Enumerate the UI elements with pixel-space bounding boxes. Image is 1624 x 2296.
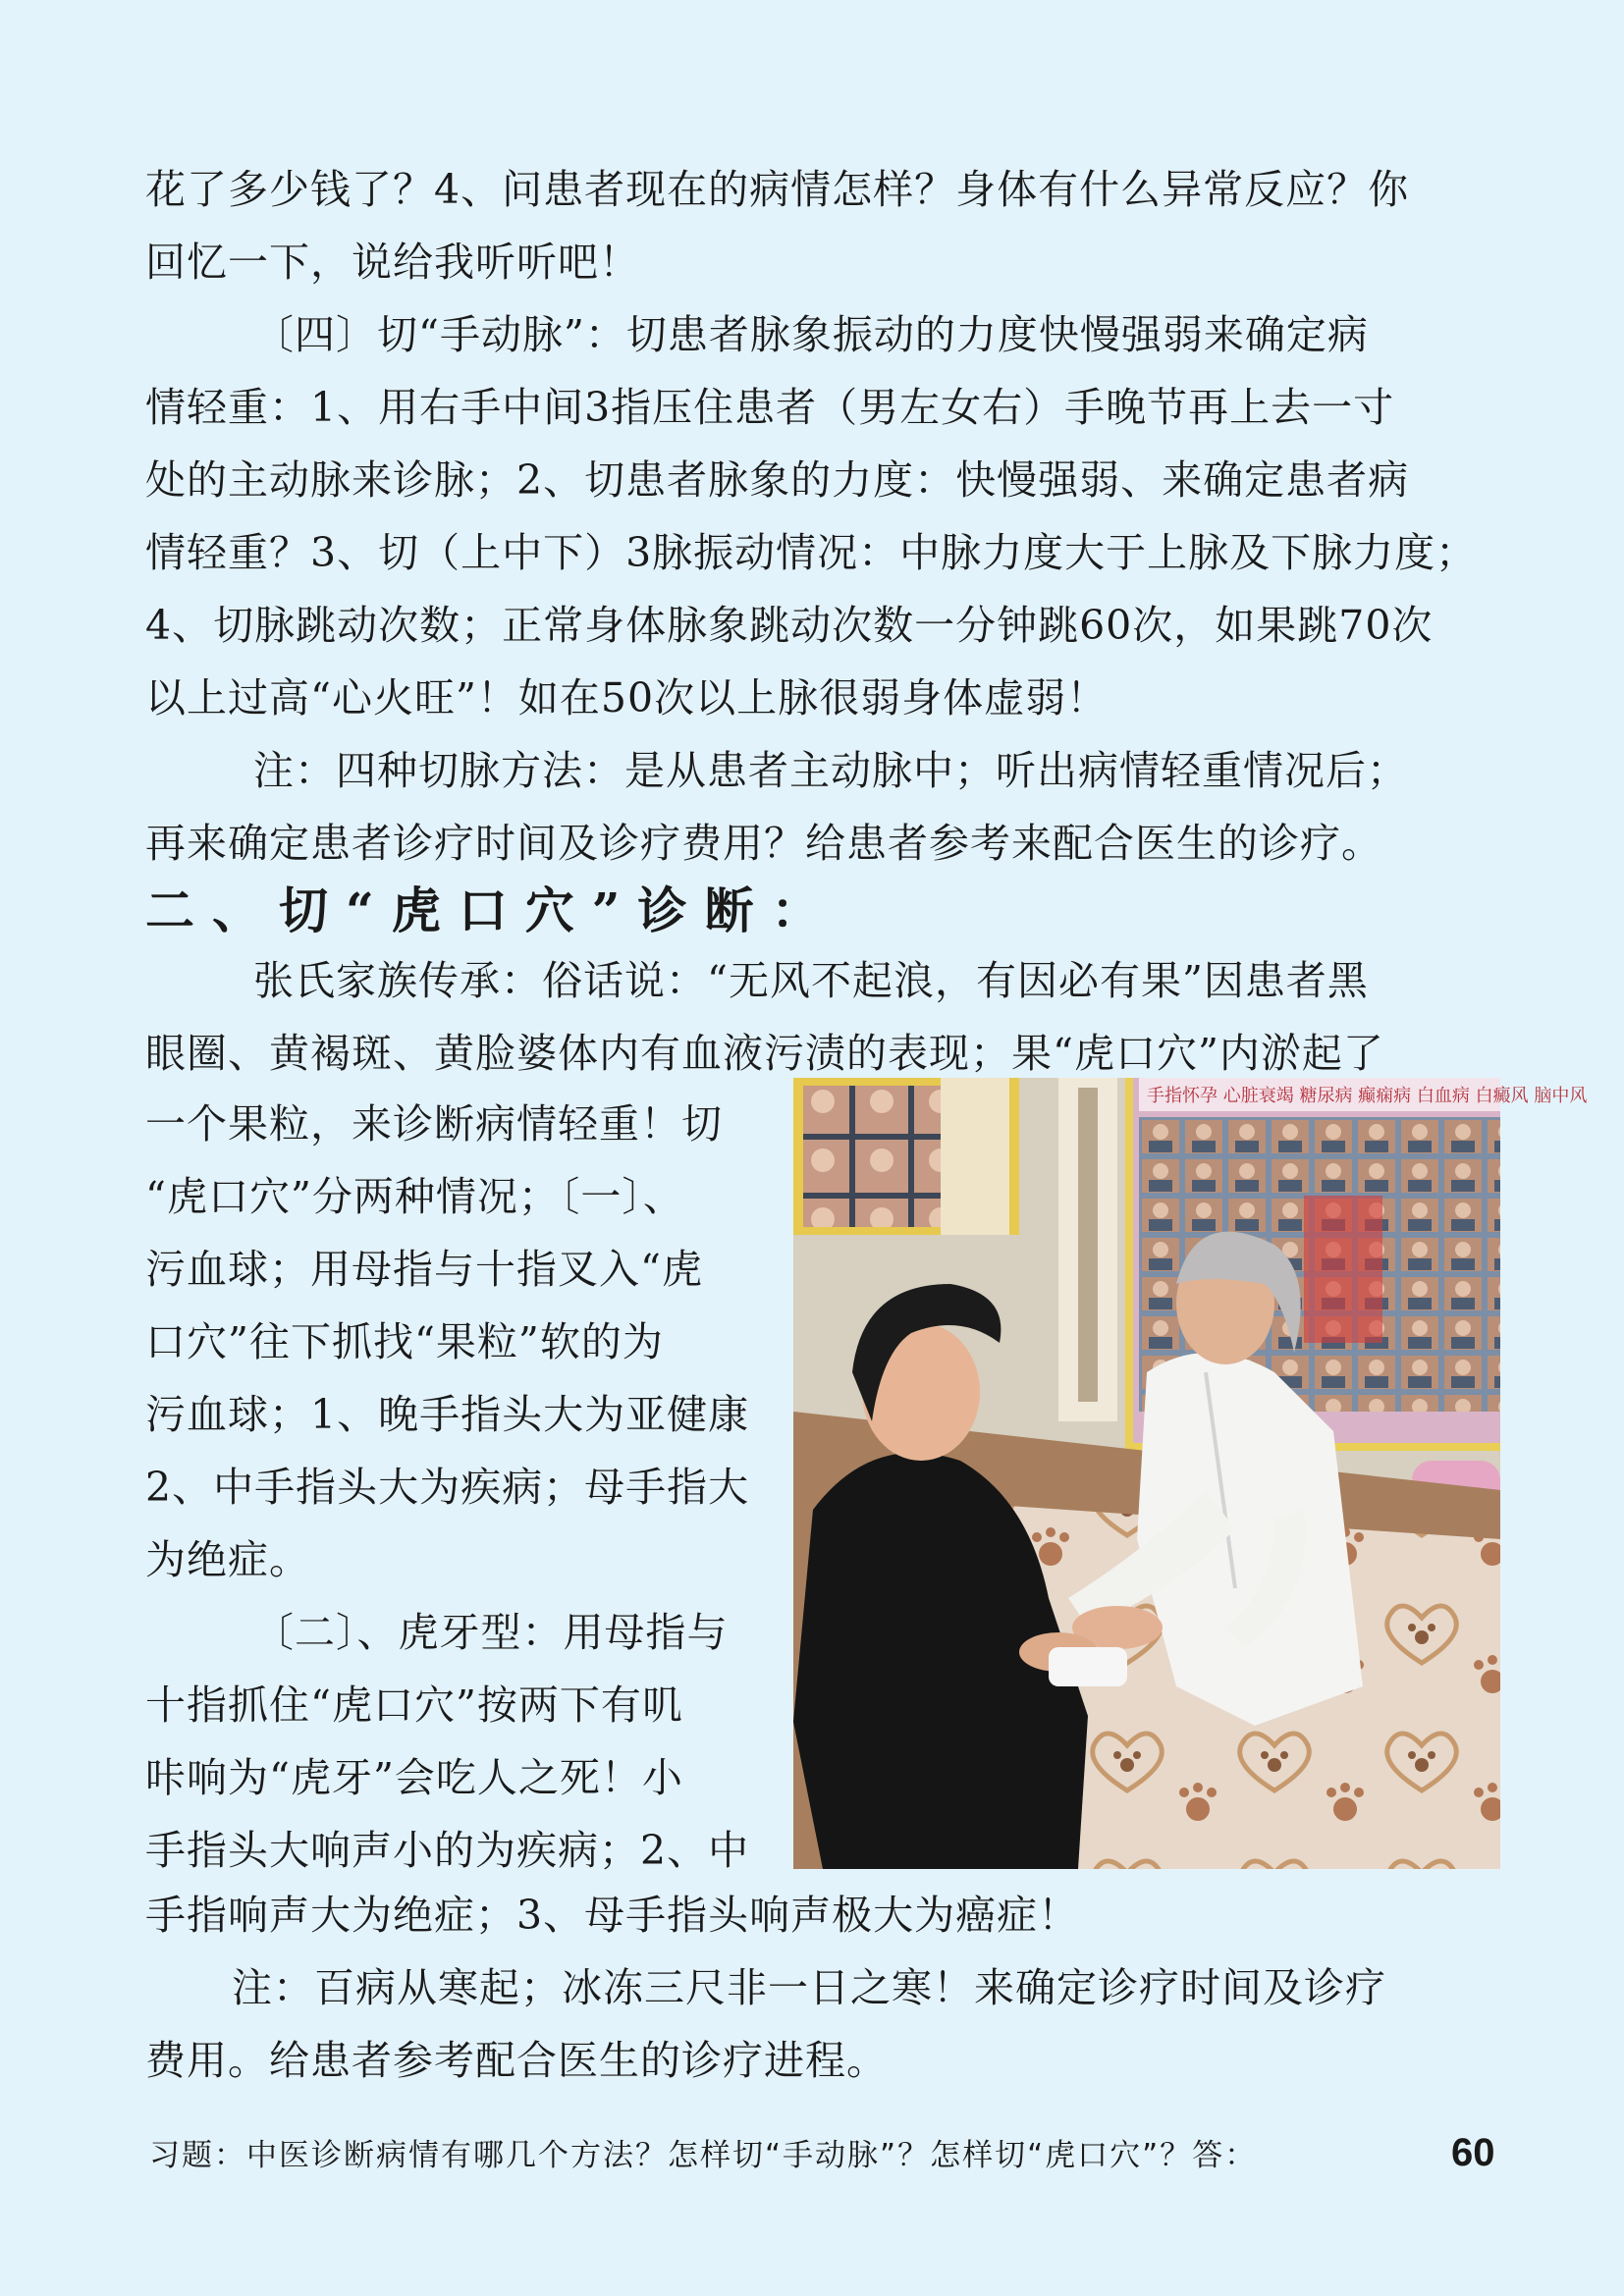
section-heading: 二、切“虎口穴”诊断：	[145, 881, 839, 939]
paragraph-line: 一个果粒，来诊断病情轻重！切	[145, 1100, 723, 1148]
paragraph-line: 注：四种切脉方法：是从患者主动脉中；听出病情轻重情况后；	[253, 747, 1408, 794]
paragraph-line: 张氏家族传承：俗话说：“无风不起浪，有因必有果”因患者黑	[253, 957, 1369, 1004]
poster-banner-text: 手指怀孕 心脏衰竭 糖尿病 癫痫病 白血病 白癜风 脑中风	[1147, 1086, 1588, 1106]
paragraph-line: 〔二〕、虎牙型：用母指与	[253, 1609, 729, 1656]
paragraph-line: 回忆一下，说给我听听吧！	[145, 239, 640, 286]
paragraph-line: 〔四〕切“手动脉”：切患者脉象振动的力度快慢强弱来确定病	[253, 311, 1369, 358]
paragraph-line: 口穴”往下抓找“果粒”软的为	[145, 1318, 664, 1365]
text-block-wrapped	[145, 1088, 793, 1887]
text-block-bottom	[145, 1879, 1549, 2097]
paragraph-line: 以上过高“心火旺”！如在50次以上脉很弱身体虚弱！	[145, 674, 1109, 721]
paragraph-line: 眼圈、黄褐斑、黄脸婆体内有血液污渍的表现；果“虎口穴”内淤起了	[145, 1030, 1384, 1077]
consultation-photo-illustration	[793, 1078, 1588, 1869]
paragraph-line: 污血球；用母指与十指叉入“虎	[145, 1246, 703, 1293]
paragraph-line: 花了多少钱了？4、问患者现在的病情怎样？身体有什么异常反应？你	[145, 166, 1410, 213]
paragraph-line: 污血球；1、晚手指头大为亚健康	[145, 1391, 750, 1438]
paragraph-line: 情轻重？3、切（上中下）3脉振动情况：中脉力度大于上脉及下脉力度；	[145, 529, 1478, 576]
paragraph-line: 手指响声大为绝症；3、母手指头响声极大为癌症！	[145, 1892, 1080, 1939]
paragraph-line: 费用。给患者参考配合医生的诊疗进程。	[145, 2037, 888, 2084]
page-number: 60	[1451, 2131, 1495, 2174]
paragraph-line: 注：百病从寒起；冰冻三尺非一日之寒！来确定诊疗时间及诊疗	[232, 1964, 1386, 2011]
text-block-intro	[145, 944, 1549, 1090]
paragraph-line: 手指头大响声小的为疾病；2、中	[145, 1827, 750, 1874]
consultation-photo	[793, 1078, 1588, 1869]
paragraph-line: “虎口穴”分两种情况；〔一〕、	[145, 1173, 684, 1220]
paragraph-line: 4、切脉跳动次数；正常身体脉象跳动次数一分钟跳60次，如果跳70次	[145, 602, 1434, 649]
text-block-top	[145, 153, 1549, 880]
paragraph-line: 为绝症。	[145, 1536, 310, 1583]
paragraph-line: 情轻重：1、用右手中间3指压住患者（男左女右）手晚节再上去一寸	[145, 384, 1395, 431]
paragraph-line: 咔响为“虎牙”会吃人之死！小	[145, 1754, 683, 1801]
paragraph-line: 2、中手指头大为疾病；母手指大	[145, 1464, 750, 1511]
paragraph-line: 处的主动脉来诊脉；2、切患者脉象的力度：快慢强弱、来确定患者病	[145, 456, 1410, 504]
paragraph-line: 十指抓住“虎口穴”按两下有叽	[145, 1682, 683, 1729]
footer-exercise-question: 习题：中医诊断病情有哪几个方法？怎样切“手动脉”？怎样切“虎口穴”？答：	[149, 2138, 1258, 2173]
paragraph-line: 再来确定患者诊疗时间及诊疗费用？给患者参考来配合医生的诊疗。	[145, 820, 1382, 867]
